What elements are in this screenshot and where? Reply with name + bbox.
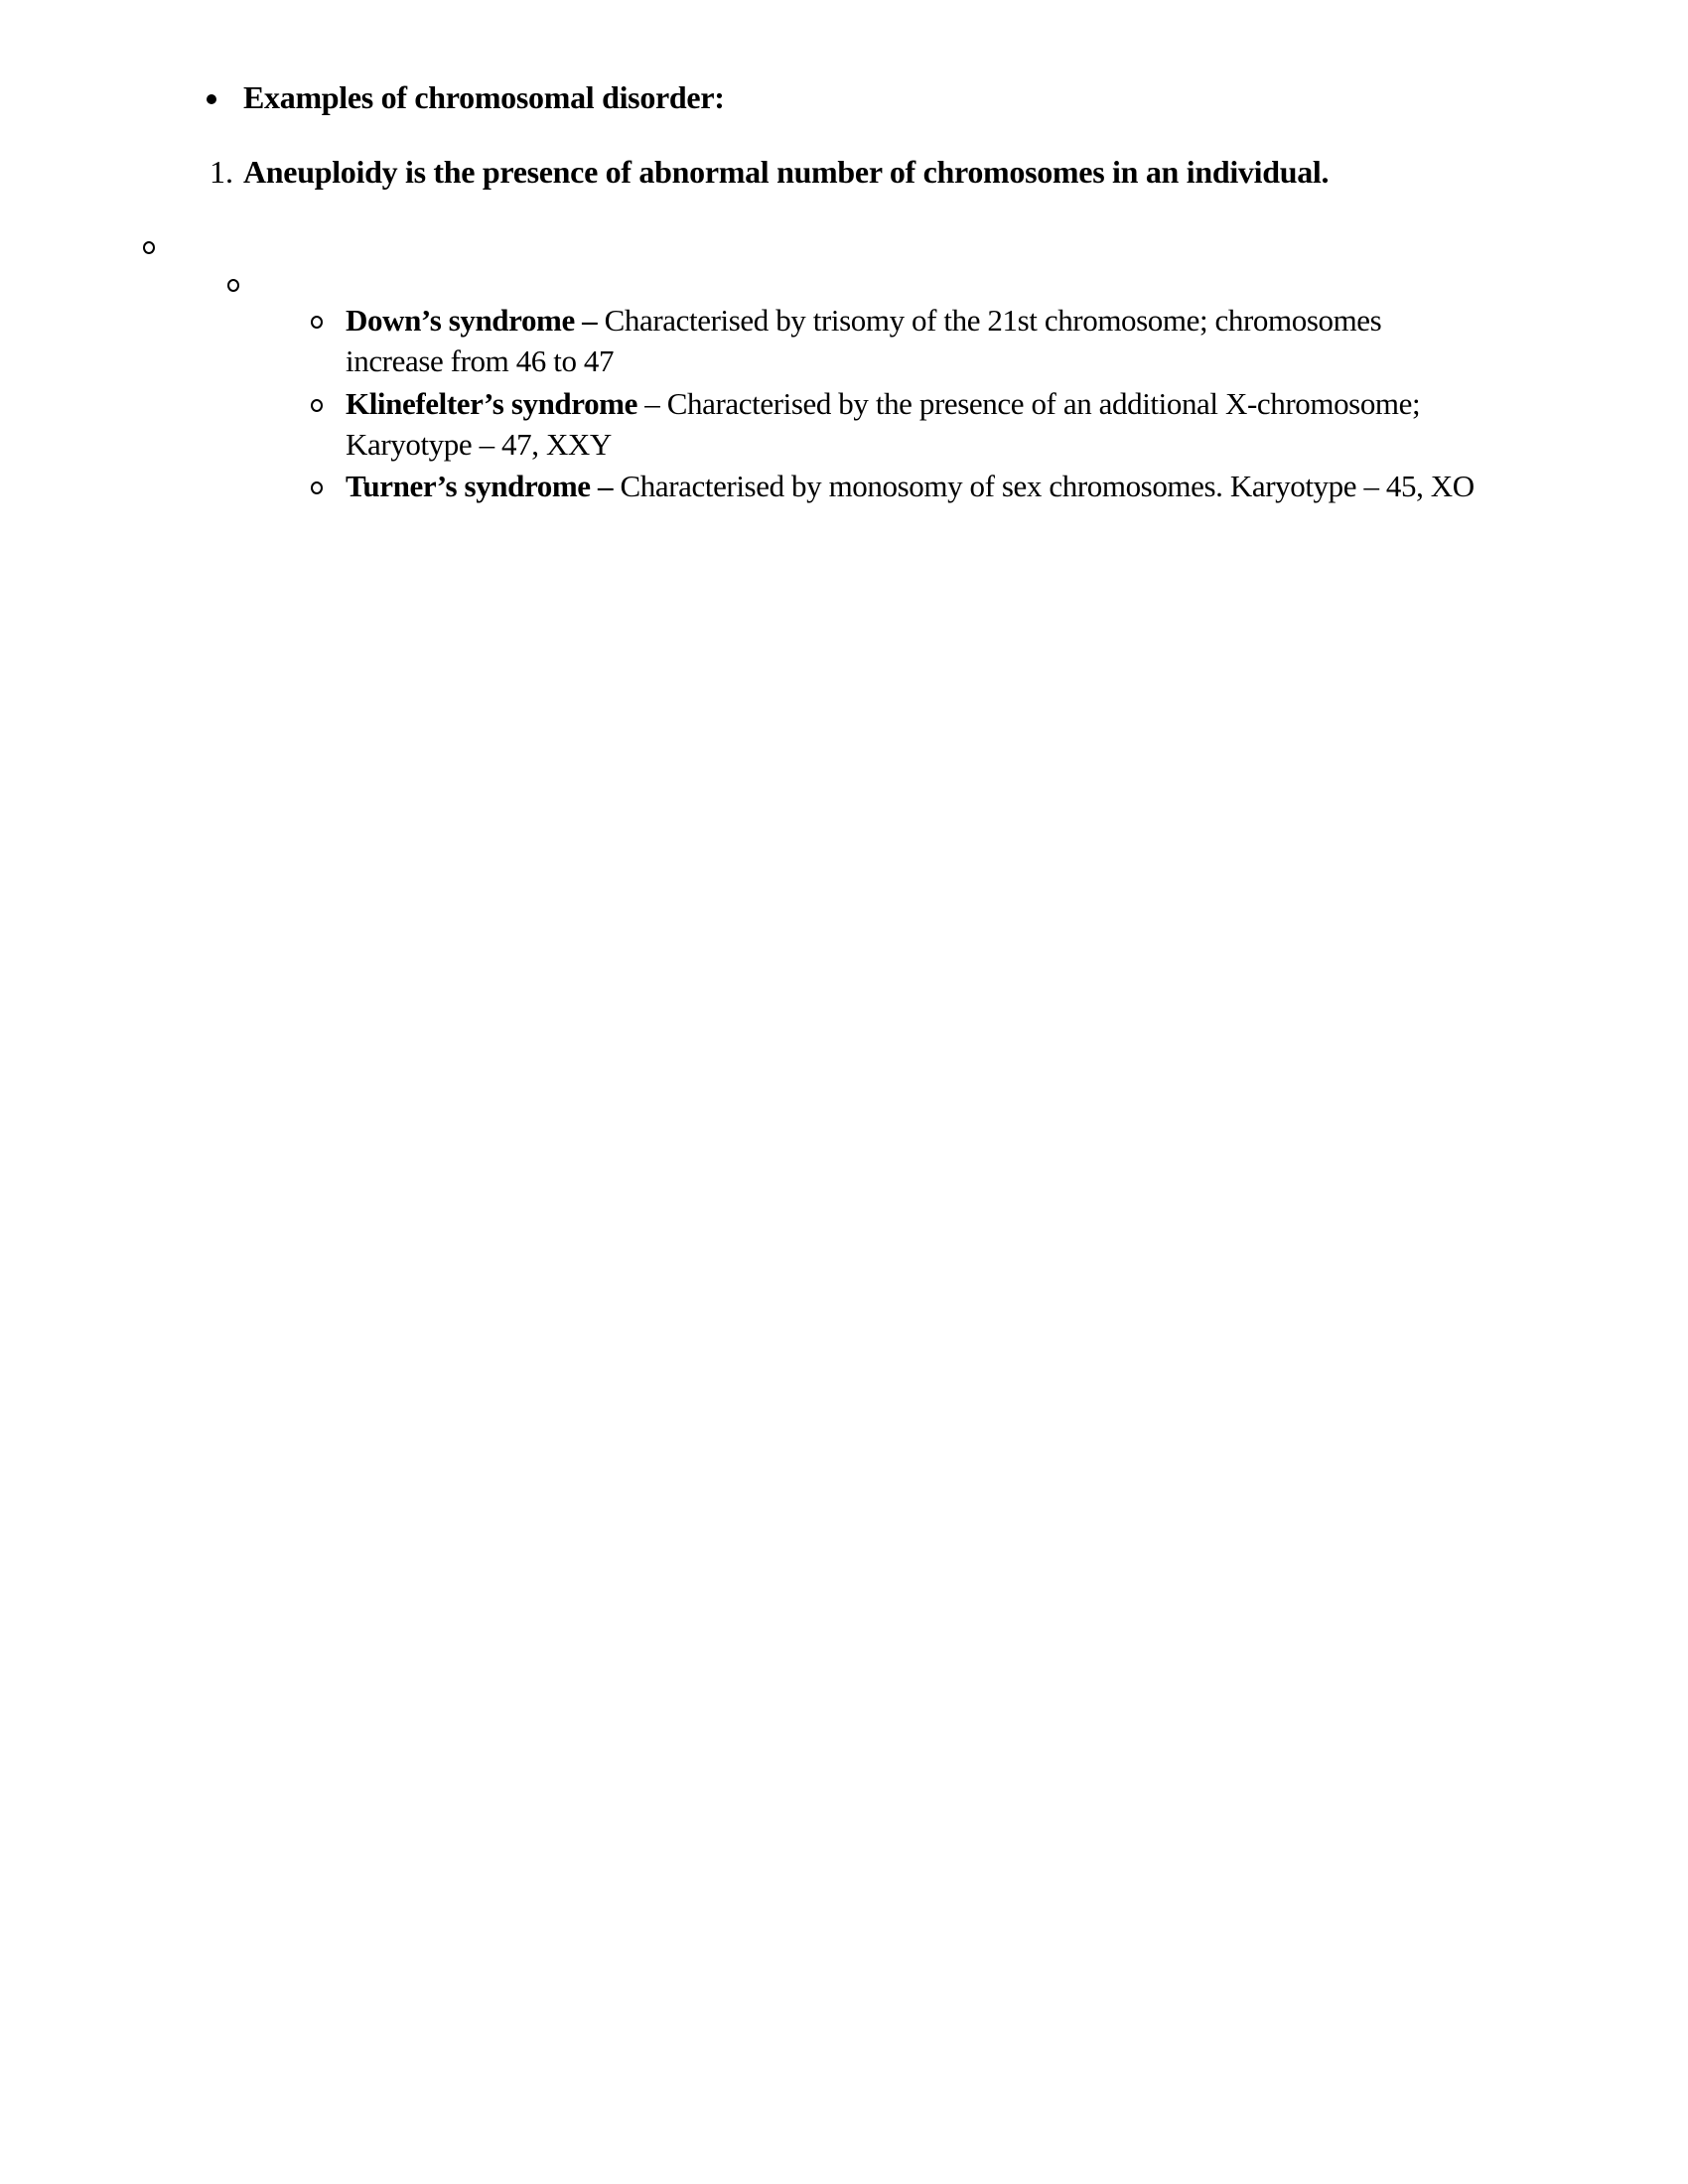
- list-item-klinefelters-syndrome: [346, 383, 1420, 465]
- syndrome-name: Turner’s syndrome –: [346, 469, 614, 503]
- syndrome-name: Down’s syndrome –: [346, 303, 598, 338]
- empty-hollow-bullet-icon: [227, 279, 239, 292]
- hollow-bullet-icon: [311, 316, 323, 329]
- numbered-item-text: Aneuploidy is the presence of abnormal number of chromosomes in an individual.: [243, 154, 1330, 190]
- bullet-icon: [207, 94, 216, 104]
- hollow-bullet-icon: [311, 399, 323, 412]
- syndrome-name: Klinefelter’s syndrome: [346, 386, 637, 421]
- section-heading: Examples of chromosomal disorder:: [243, 79, 725, 115]
- list-item-turners-syndrome: [346, 466, 1475, 506]
- empty-hollow-bullet-icon: [143, 241, 155, 254]
- hollow-bullet-icon: [311, 481, 323, 494]
- list-item-downs-syndrome: [346, 300, 1381, 381]
- list-number: 1.: [210, 154, 233, 190]
- syndrome-description: Characterised by monosomy of sex chromosomes. Karyotype – 45, XO: [613, 469, 1475, 503]
- syndrome-description: – Characterised by the presence of an additional X-chromosome;: [636, 386, 1421, 421]
- syndrome-description-continued: increase from 46 to 47: [346, 343, 615, 378]
- syndrome-description: Characterised by trisomy of the 21st chromosome; chromosomes: [597, 303, 1382, 338]
- syndrome-description-continued: Karyotype – 47, XXY: [346, 427, 612, 462]
